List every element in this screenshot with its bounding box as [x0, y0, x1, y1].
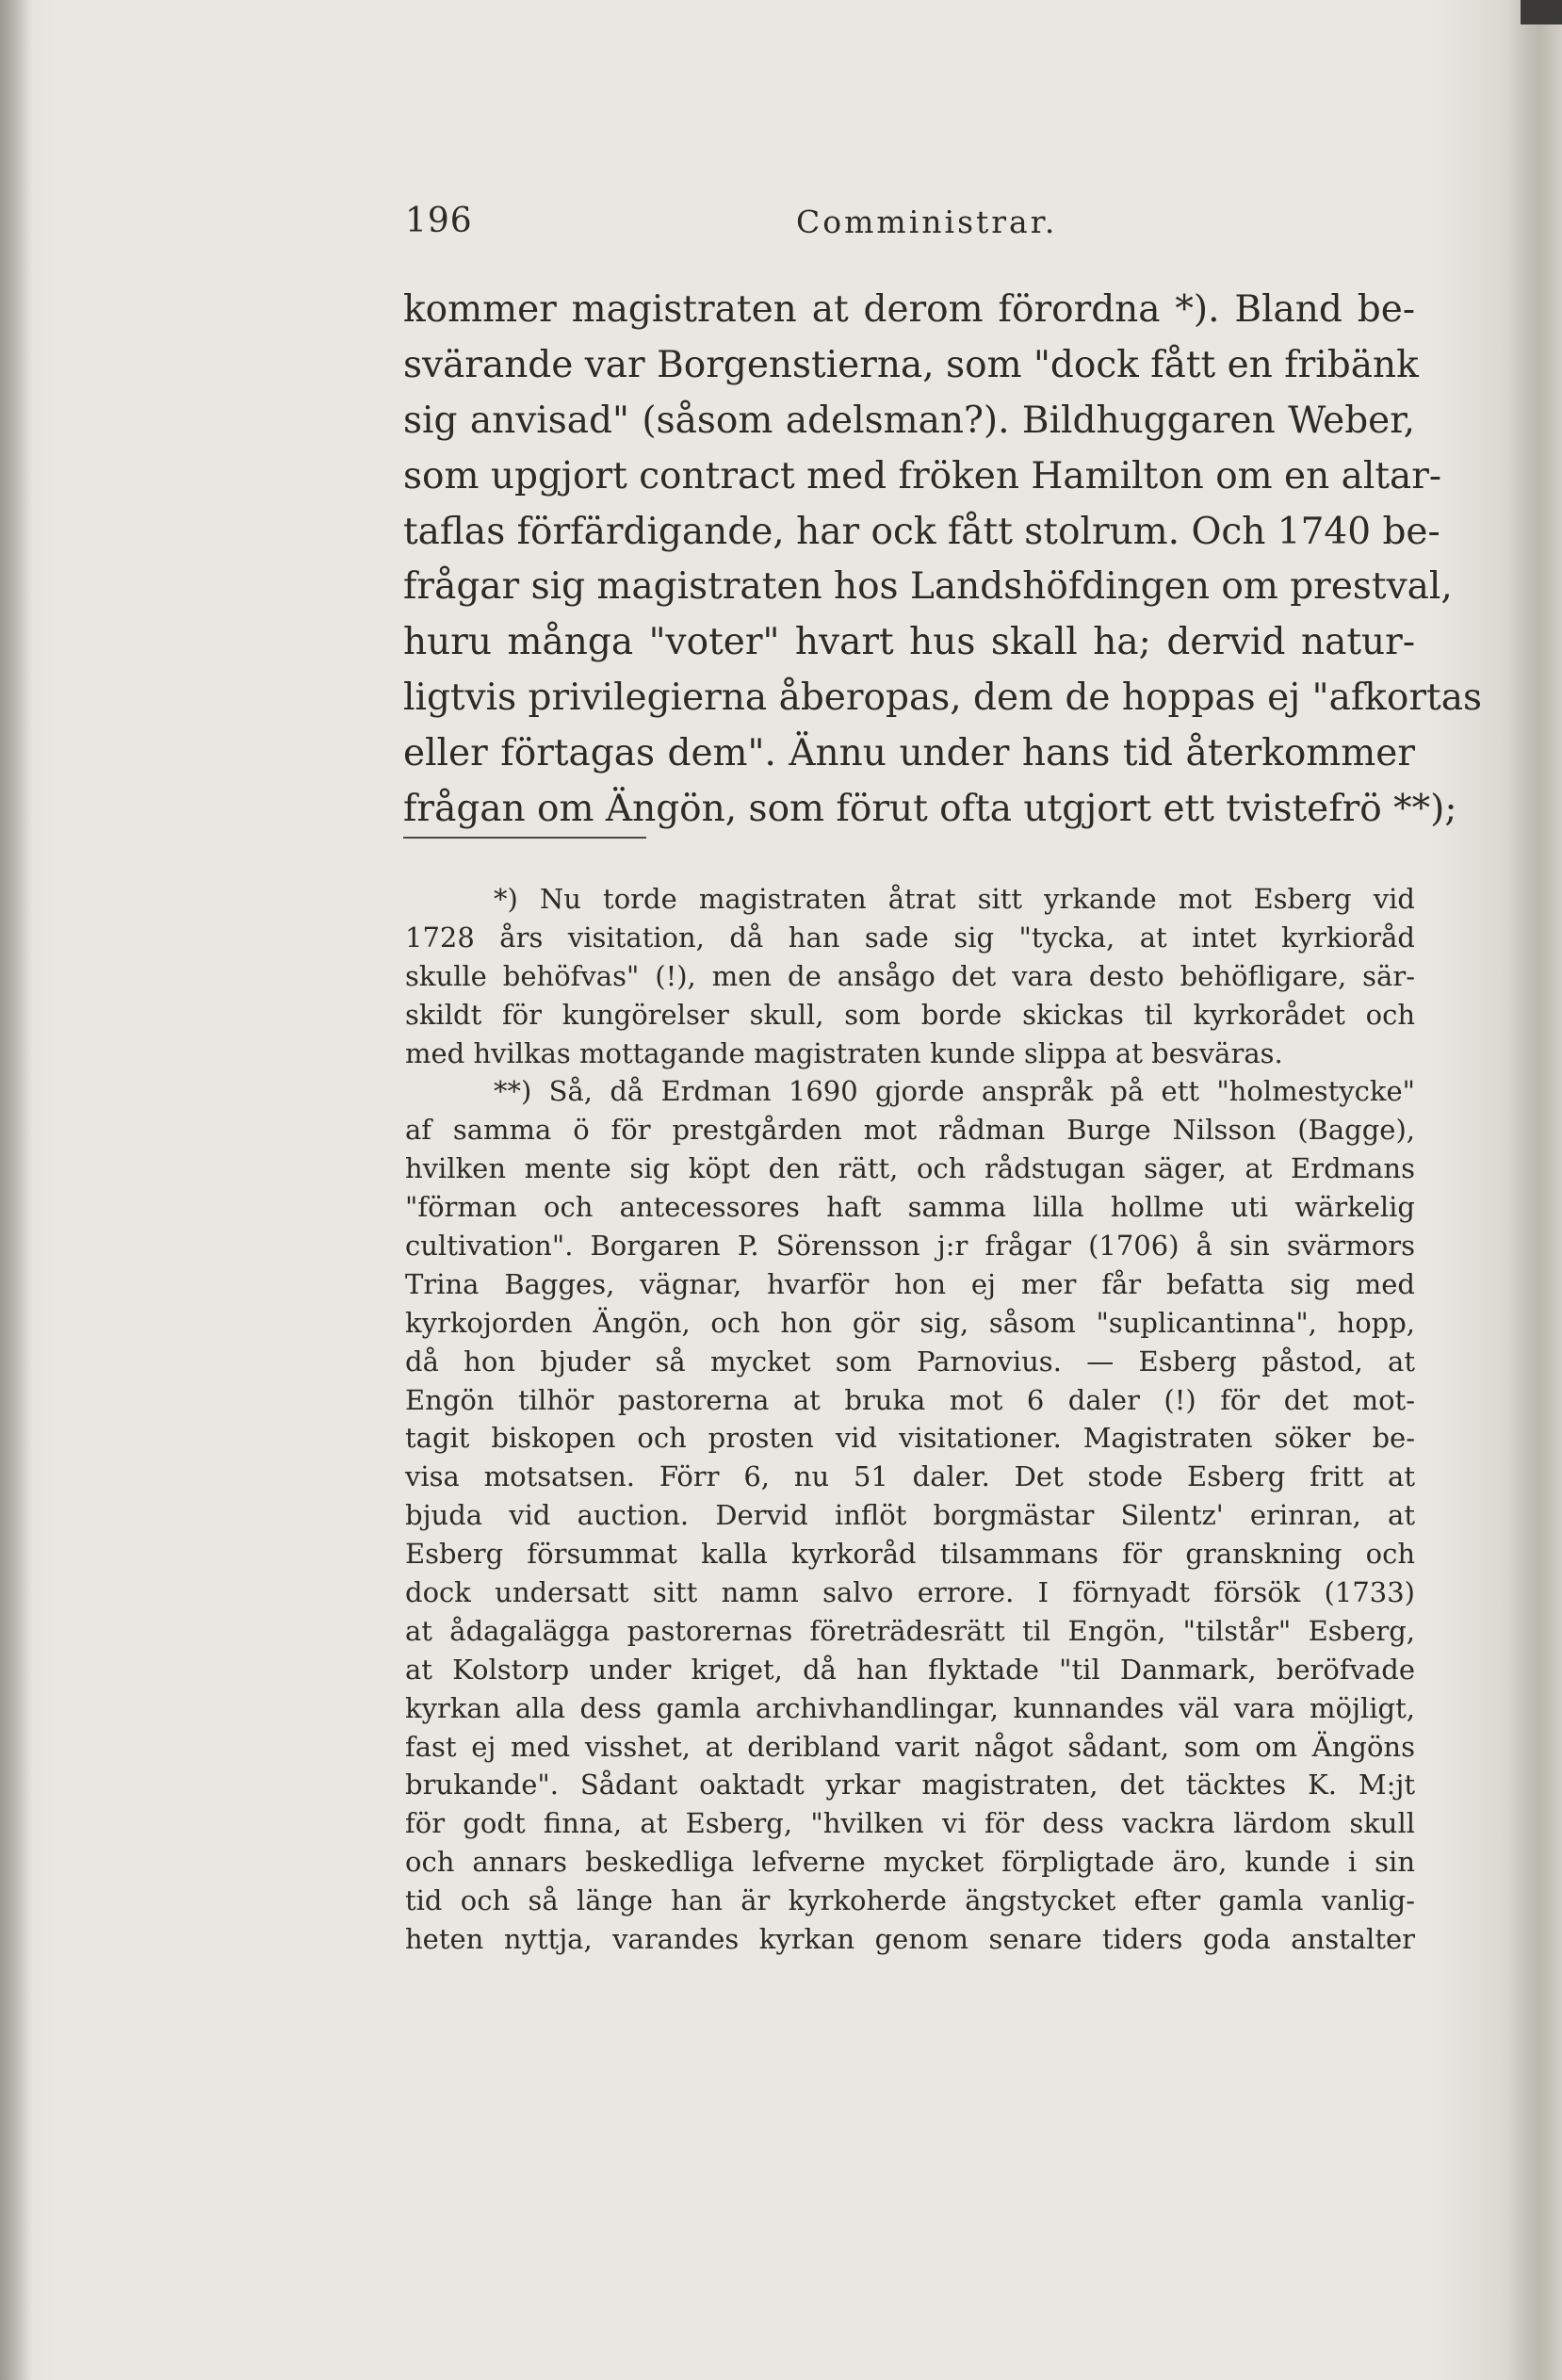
running-head: Comministrar.	[796, 204, 1058, 240]
binding-shadow	[0, 0, 32, 2380]
footnote-line: med hvilkas mottagande magistraten kunde slippa at besväras.	[405, 1036, 1283, 1069]
body-line: taflas förfärdigande, har ock fått stolrum. Och 1740 be-	[403, 510, 1440, 553]
footnote-line: Esberg försummat kalla kyrkoråd tilsammans för granskning och	[405, 1538, 1415, 1571]
footnote-line: "förman och antecessores haft samma lilla hollme uti wärkelig	[405, 1191, 1415, 1224]
footnote-line: cultivation". Borgaren P. Sörensson j:r frågar (1706) å sin svärmors	[405, 1230, 1415, 1263]
footnote-line: bjuda vid auction. Dervid inflöt borgmästar Silentz' erinran, at	[405, 1499, 1415, 1532]
page-header	[405, 202, 1470, 249]
footnote-line: af samma ö för prestgården mot rådman Burge Nilsson (Bagge),	[405, 1114, 1415, 1147]
footnote-line: *) Nu torde magistraten åtrat sitt yrkande mot Esberg vid	[494, 883, 1415, 915]
footnote-line: skildt för kungörelser skull, som borde skickas til kyrkorådet och	[405, 998, 1415, 1031]
body-line: kommer magistraten at derom förordna *). Bland be-	[403, 288, 1415, 331]
body-line: frågar sig magistraten hos Landshöfdingen om prestval,	[403, 565, 1453, 609]
footnote-line: Engön tilhör pastorerna at bruka mot 6 daler (!) för det mot-	[405, 1383, 1415, 1416]
footnote-line: tid och så länge han är kyrkoherde ängstycket efter gamla vanlig-	[405, 1884, 1415, 1917]
page-number: 196	[405, 202, 473, 240]
footnote-line: tagit biskopen och prosten vid visitationer. Magistraten söker be-	[405, 1422, 1415, 1455]
footnote-line: **) Så, då Erdman 1690 gjorde anspråk på ett "holmestycke"	[494, 1075, 1415, 1108]
footnote-line: brukande". Sådant oaktadt yrkar magistraten, det täcktes K. M:jt	[405, 1769, 1415, 1801]
body-line: sig anvisad" (såsom adelsman?). Bildhuggaren Weber,	[403, 399, 1415, 442]
page-edge	[1507, 0, 1562, 2380]
footnote-line: fast ej med visshet, at deribland varit något sådant, som om Ängöns	[405, 1730, 1415, 1763]
footnote-rule	[403, 837, 646, 839]
footnote-line: skulle behöfvas" (!), men de ansågo det vara desto behöfligare, sär-	[405, 959, 1415, 992]
body-line: huru många "voter" hvart hus skall ha; dervid natur-	[403, 621, 1415, 664]
footnote-line: för godt finna, at Esberg, "hvilken vi för dess vackra lärdom skull	[405, 1807, 1415, 1840]
footnote-line: då hon bjuder så mycket som Parnovius. — Esberg påstod, at	[405, 1345, 1415, 1377]
footnote-line: dock undersatt sitt namn salvo errore. I förnyadt försök (1733)	[405, 1576, 1415, 1609]
footnote-line: at Kolstorp under kriget, då han flyktade "til Danmark, beröfvade	[405, 1653, 1415, 1686]
body-line: som upgjort contract med fröken Hamilton om en altar-	[403, 454, 1442, 497]
body-line: svärande var Borgenstierna, som "dock fått en fribänk	[403, 343, 1419, 386]
body-line: ligtvis privilegierna åberopas, dem de hoppas ej "afkortas	[403, 677, 1482, 720]
footnote-line: och annars beskedliga lefverne mycket förpligtade äro, kunde i sin	[405, 1846, 1415, 1879]
footnote-line: kyrkan alla dess gamla archivhandlingar, kunnandes väl vara möjligt,	[405, 1691, 1415, 1724]
body-line: frågan om Ängön, som förut ofta utgjort ett tvistefrö **);	[403, 788, 1457, 831]
footnote-line: Trina Bagges, vägnar, hvarför hon ej mer får befatta sig med	[405, 1267, 1415, 1300]
body-line: eller förtagas dem". Ännu under hans tid återkommer	[403, 732, 1415, 775]
footnote-line: heten nyttja, varandes kyrkan genom senare tiders goda anstalter	[405, 1923, 1415, 1956]
footnote-line: at ådagalägga pastorernas företrädesrätt til Engön, "tilstår" Esberg,	[405, 1614, 1415, 1647]
scan-corner	[1521, 0, 1562, 24]
footnote-line: kyrkojorden Ängön, och hon gör sig, såsom "suplicantinna", hopp,	[405, 1306, 1415, 1339]
footnotes	[405, 880, 1415, 1959]
footnote-line: hvilken mente sig köpt den rätt, och rådstugan säger, at Erdmans	[405, 1152, 1415, 1185]
body-text	[403, 283, 1482, 838]
footnote-line: 1728 års visitation, då han sade sig "tycka, at intet kyrkioråd	[405, 921, 1415, 954]
footnote-line: visa motsatsen. Förr 6, nu 51 daler. Det stode Esberg fritt at	[405, 1460, 1415, 1493]
